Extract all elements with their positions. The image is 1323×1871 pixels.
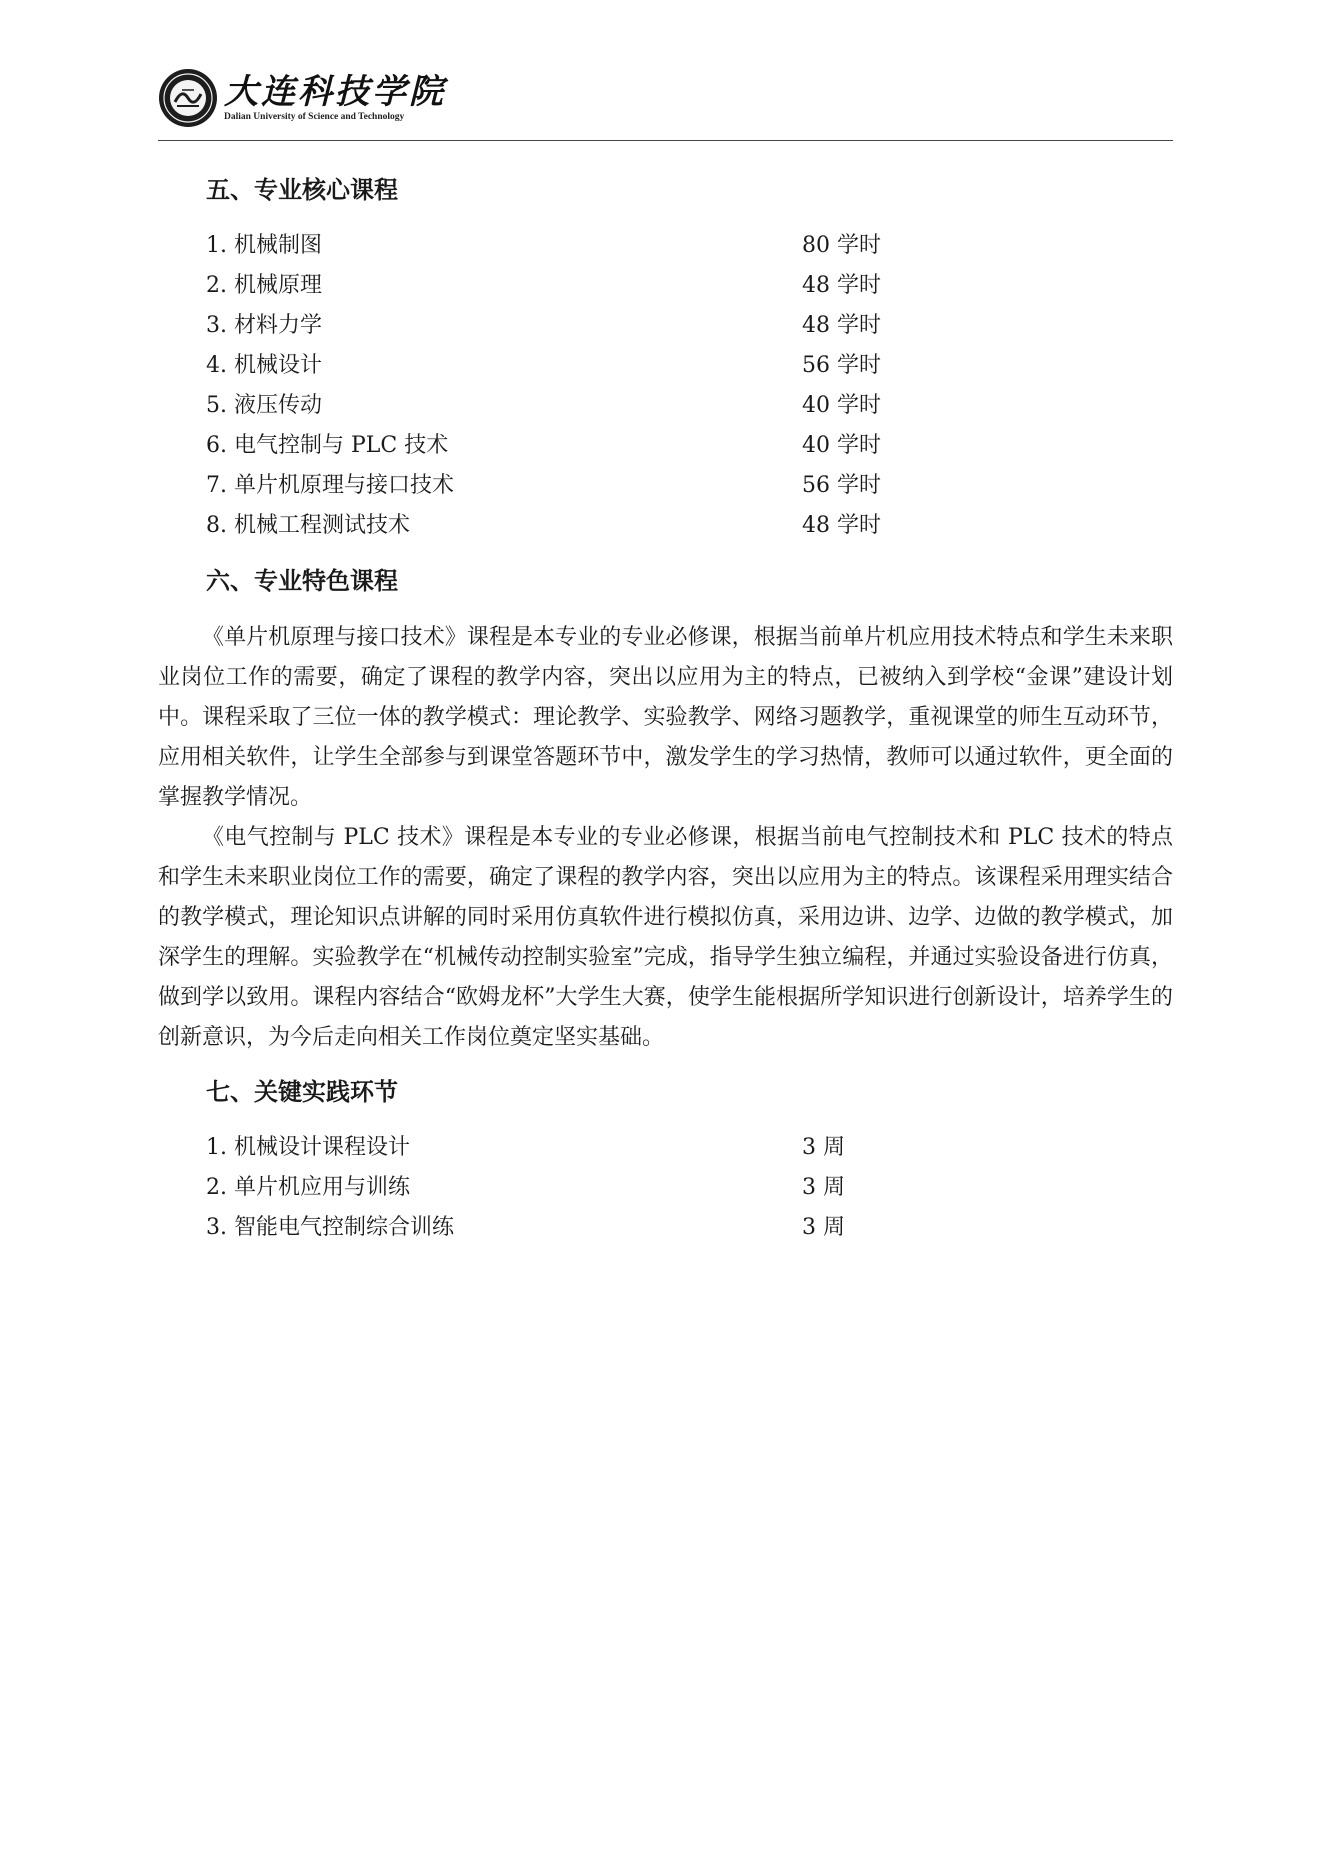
core-course-row	[206, 509, 906, 543]
course-hours: 56 学时	[802, 353, 881, 378]
section-heading-core-courses: 五、专业核心课程	[206, 175, 398, 204]
course-name: 6. 电气控制与 PLC 技术	[206, 433, 449, 458]
page-header	[158, 68, 1173, 140]
practice-duration: 3 周	[802, 1175, 845, 1200]
core-course-row	[206, 269, 906, 303]
course-name: 8. 机械工程测试技术	[206, 513, 410, 538]
section-heading-featured-courses: 六、专业特色课程	[206, 566, 398, 595]
course-hours: 56 学时	[802, 473, 881, 498]
header-divider	[158, 140, 1173, 141]
course-hours: 40 学时	[802, 393, 881, 418]
course-hours: 80 学时	[802, 233, 881, 258]
core-course-row	[206, 349, 906, 383]
practice-row	[206, 1211, 906, 1245]
core-course-row	[206, 309, 906, 343]
featured-course-paragraph: 《电气控制与 PLC 技术》课程是本专业的专业必修课，根据当前电气控制技术和 PLC 技术的特点和学生未来职业岗位工作的需要，确定了课程的教学内容，突出以应用为主的特点。该课程采用理实结合的教学模式，理论知识点讲解的同时采用仿真软件进行模拟仿真，采用边讲、边学、边做的教学模式，加深学生的理解。实验教学在“机械传动控制实验室”完成，指导学生独立编程，并通过实验设备进行仿真，做到学以致用。课程内容结合“欧姆龙杯”大学生大赛，使学生能根据所学知识进行创新设计，培养学生的创新意识，为今后走向相关工作岗位奠定坚实基础。	[158, 825, 1173, 1050]
course-hours: 48 学时	[802, 313, 881, 338]
course-name: 4. 机械设计	[206, 353, 322, 378]
practice-row	[206, 1171, 906, 1205]
practice-row	[206, 1131, 906, 1165]
course-hours: 48 学时	[802, 273, 881, 298]
course-name: 1. 机械制图	[206, 233, 322, 258]
practice-name: 3. 智能电气控制综合训练	[206, 1215, 454, 1240]
section-heading-practice: 七、关键实践环节	[206, 1077, 398, 1106]
core-course-row	[206, 389, 906, 423]
university-logo-text: 大连科技学院	[224, 72, 446, 112]
course-name: 7. 单片机原理与接口技术	[206, 473, 454, 498]
course-hours: 40 学时	[802, 433, 881, 458]
featured-course-paragraph: 《单片机原理与接口技术》课程是本专业的专业必修课，根据当前单片机应用技术特点和学生未来职业岗位工作的需要，确定了课程的教学内容，突出以应用为主的特点，已被纳入到学校“金课”建设计划中。课程采取了三位一体的教学模式：理论教学、实验教学、网络习题教学，重视课堂的师生互动环节，应用相关软件，让学生全部参与到课堂答题环节中，激发学生的学习热情，教师可以通过软件，更全面的掌握教学情况。	[158, 625, 1173, 810]
university-logo-subtitle: Dalian University of Science and Technology	[224, 112, 405, 122]
practice-duration: 3 周	[802, 1215, 845, 1240]
course-name: 3. 材料力学	[206, 313, 322, 338]
practice-duration: 3 周	[802, 1135, 845, 1160]
university-seal-icon	[158, 68, 218, 128]
course-name: 5. 液压传动	[206, 393, 322, 418]
core-course-row	[206, 229, 906, 263]
course-hours: 48 学时	[802, 513, 881, 538]
practice-name: 2. 单片机应用与训练	[206, 1175, 410, 1200]
core-course-row	[206, 429, 906, 463]
course-name: 2. 机械原理	[206, 273, 322, 298]
practice-name: 1. 机械设计课程设计	[206, 1135, 410, 1160]
core-course-row	[206, 469, 906, 503]
